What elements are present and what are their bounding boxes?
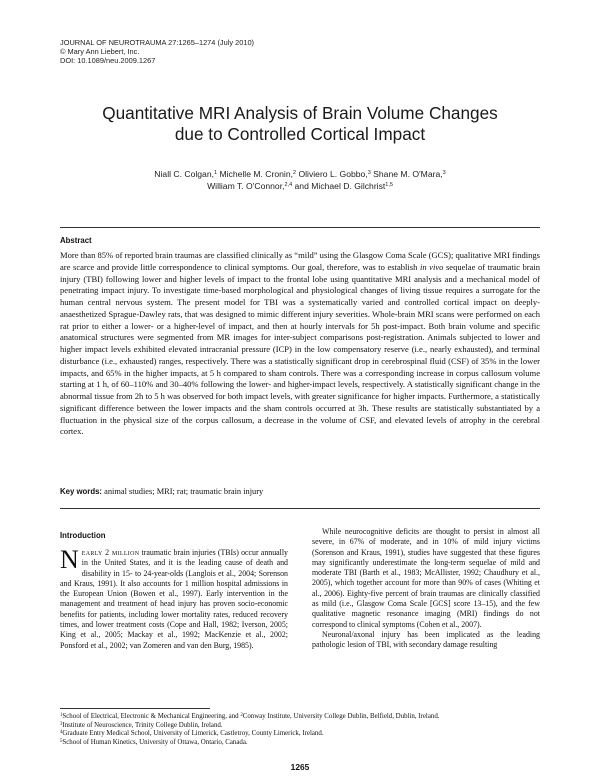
abstract-top-rule [60,227,540,228]
author-name: and Michael D. Gilchrist [292,181,386,191]
journal-doi: DOI: 10.1089/neu.2009.1267 [60,56,156,66]
footnote-text: Graduate Entry Medical School, University of Limerick, Castletroy, County Limerick, Ireland. [62,730,324,738]
footnote-text: School of Human Kinetics, University of Ottawa, Ontario, Canada. [62,738,248,746]
keywords-text: animal studies; MRI; rat; traumatic brain injury [102,487,264,496]
author-affiliation: 3 [367,170,371,176]
title-line-1: Quantitative MRI Analysis of Brain Volume Changes [102,103,498,123]
author-list [60,168,540,192]
footnote-marker: 4 [60,730,63,736]
footnote-marker: 2 [240,713,243,718]
introduction-heading: Introduction [60,531,106,540]
footnote [60,722,540,731]
footnotes [60,713,540,747]
footnote [60,713,540,722]
abstract-body [60,250,540,438]
footnote-text: Conway Institute, University College Dublin, Belfield, Dublin, Ireland. [242,713,440,720]
right-paragraph-1: While neurocognitive deficits are thought to persist in almost all severe, in 67% of moderate, and in 10% of mild injury victims (Sorenson and Kraus, 1991), studies have suggested that these figures may significantly underestimate the long-term sequelae of mild and moderate TBI (Barth et al., 1983; McAllister, 1992; Chaudhury et al., 2005), which together account for more than 90% of cases (Whiting et al., 2006). Eighty-five percent of brain traumas are clinically classified as mild (i.e., Glasgow Coma Scale [GCS] score 13–15), and the few qualitative magnetic resonance imaging (MRI) findings do not correspond to clinical symptoms (Cohen et al., 2007). [312,527,540,629]
abstract-italic-term: in vivo [419,261,444,272]
page-number: 1265 [290,762,310,772]
intro-paragraph: traumatic brain injuries (TBIs) occur annually in the United States, and it is the leading cause of death and disability in 15- to 24-year-olds (Langlois et al., 2004; Sorenson and Kraus, 1991). It also accounts for 1 million hospital admissions in the European Union (Bowen et al., 1997). Early intervention in the management and treatment of head injury has proven socio-economic benefits for patients, including lower mortality rates, reduced recovery times, and lower treatment costs (Cope and Hall, 1982; Iverson, 2005; King et al., 2005; Mackay et al., 1992; MacKenzie et al., 2002; Ponsford et al., 2002; van Zomeren and van den Burg, 1985). [60,548,288,650]
intro-smallcaps: early 2 million [81,548,140,557]
author-affiliation: 2 [293,170,297,176]
drop-cap: N [60,545,79,574]
author-affiliation: 1,5 [385,182,393,188]
author-line-1 [60,168,540,180]
keywords-label: Key words: [60,487,103,496]
journal-header [60,38,254,66]
author-line-2 [60,180,540,192]
author-name: Michelle M. Cronin, [217,169,293,179]
column-right [312,527,540,651]
author-affiliation: 1 [214,170,218,176]
author-affiliation: 2,4 [284,182,293,188]
right-paragraph-2: Neuronal/axonal injury has been implicated as the leading pathologic lesion of TBI, with secondary damage resulting [312,629,540,650]
author-name: Niall C. Colgan, [154,169,214,179]
footnote-marker: 5 [60,738,63,744]
abstract-text: sequelae of traumatic brain injury (TBI) following lower and higher levels of impact to the frontal lobe using quantitative MRI analysis and a mechanical model of penetrating impact injury. To investigate time-based morphological and physiological changes of living tissue requires a surrogate for the human central nervous system. The present model for TBI was a systematically varied and controlled cortical impact on deeply-anaesthetized Sprague-Dawley rats, that was designed to mimic different injury severities. Whole-brain MRI scans were performed on each rat prior to either a lower- or a higher-level of impact, and then at hourly intervals for 5h post-impact. Both brain volume and specific anatomical structures were segmented from MR images for inter-subject comparisons post-registration. Animals subjected to lower and higher impact levels exhibited elevated intracranial pressure (ICP) in the low compensatory reserve (i.e., nearly exhausted), and terminal disturbance (i.e., exhausted) ranges, respectively. There was a statistically significant drop in cerebrospinal fluid (CSF) of 35% in the lower impacts, and 65% in the higher impacts, at 5 h compared to sham controls. There was a corresponding increase in corpus callosum volume starting at 1 h, of 60–110% and 30–40% following the lower- and higher-impact levels, respectively. A statistically significant change in the abnormal tissue from 2h to 5 h was observed for both impact levels, with greater significance for higher impacts. Furthermore, a statistically significant difference between the lower impacts and the sham controls occurred at 3h. These results are statistically substantiated by a fluctuation in the physical size of the corpus callosum, a decrease in the volume of CSF, and elevated levels of atrophy in the cerebral cortex. [60,261,541,437]
abstract-bottom-rule [60,508,540,509]
footnote-text: School of Electrical, Electronic & Mechanical Engineering, and [62,713,241,720]
journal-copyright: © Mary Ann Liebert, Inc. [60,47,140,57]
footnote [60,730,540,739]
author-name: Oliviero L. Gobbo, [296,169,368,179]
footnote-rule [60,708,210,709]
author-name: Shane M. O'Mara, [370,169,443,179]
abstract-heading: Abstract [60,236,92,245]
paper-title [60,103,540,145]
author-affiliation: 3 [442,170,446,176]
column-left [60,545,288,651]
footnote-marker: 1 [60,713,63,718]
footnote-text: Institute of Neuroscience, Trinity College Dublin, Ireland. [62,721,223,729]
author-name: William T. O'Connor, [207,181,285,191]
journal-citation: JOURNAL OF NEUROTRAUMA 27:1265–1274 (July 2010) [60,38,255,47]
footnote-marker: 3 [60,721,63,727]
keywords [60,487,540,496]
footnote [60,739,540,748]
title-line-2: due to Controlled Cortical Impact [174,124,426,144]
abstract-text: More than 85% of reported brain traumas are classified clinically as “mild” using the Glasgow Coma Scale (GCS); qualitative MRI findings are scarce and provide little correspondence to clinical symptoms. Our goal, therefore, was to establish [60,250,540,272]
